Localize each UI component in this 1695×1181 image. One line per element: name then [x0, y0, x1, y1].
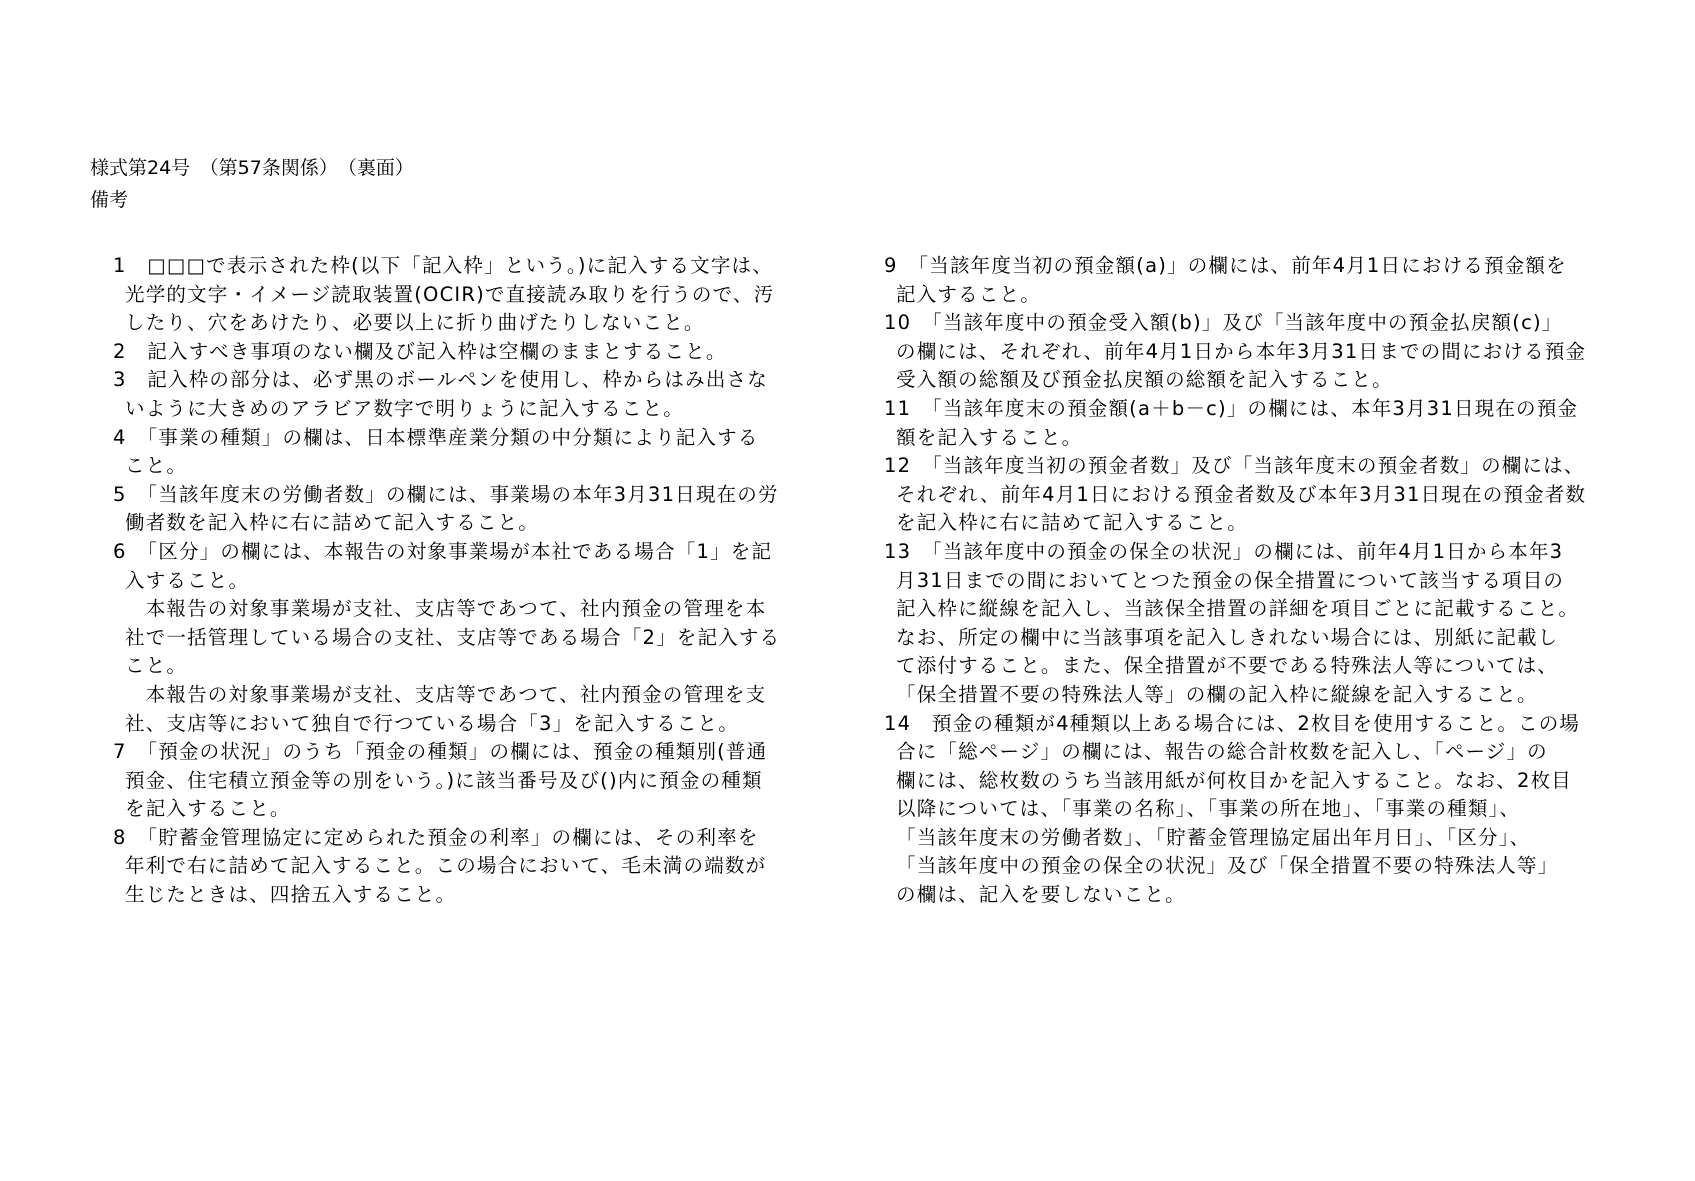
note-line: 働者数を記入枠に右に詰めて記入すること。	[125, 511, 540, 535]
note-line: の欄には、それぞれ、前年4月1日から本年3月31日までの間における預金	[896, 339, 1587, 363]
note-line: 本報告の対象事業場が支社、支店等であつて、社内預金の管理を本	[125, 597, 767, 621]
note-line: の欄は、記入を要しないこと。	[896, 883, 1186, 907]
note-line: 入すること。	[125, 568, 250, 592]
note-line: 10 「当該年度中の預金受入額(b)」及び「当該年度中の預金払戻額(c)」	[884, 311, 1563, 335]
note-line: 欄には、総枚数のうち当該用紙が何枚目かを記入すること。なお、2枚目	[896, 768, 1573, 792]
note-line: 3 記入枠の部分は、必ず黒のボールペンを使用し、枠からはみ出さな	[113, 368, 768, 392]
note-line: いように大きめのアラビア数字で明りょうに記入すること。	[125, 396, 684, 420]
note-line: を記入すること。	[125, 797, 291, 821]
note-line: 7 「預金の状況」のうち「預金の種類」の欄には、預金の種類別(普通	[113, 740, 768, 764]
note-line: 13 「当該年度中の預金の保全の状況」の欄には、前年4月1日から本年3	[884, 539, 1564, 563]
note-line: 「当該年度中の預金の保全の状況」及び「保全措置不要の特殊法人等」	[896, 854, 1559, 878]
note-line: 14 預金の種類が4種類以上ある場合には、2枚目を使用すること。この場	[884, 711, 1581, 735]
note-line: 5 「当該年度末の労働者数」の欄には、事業場の本年3月31日現在の労	[113, 482, 779, 506]
note-line: なお、所定の欄中に当該事項を記入しきれない場合には、別紙に記載し	[896, 625, 1559, 649]
note-line: 「当該年度末の労働者数」、「貯蓄金管理協定届出年月日」、「区分」、	[896, 825, 1531, 849]
note-line: したり、穴をあけたり、必要以上に折り曲げたりしないこと。	[125, 311, 705, 335]
note-line: 以降については、「事業の名称」、「事業の所在地」、「事業の種類」、	[896, 797, 1521, 821]
note-line: 受入額の総額及び預金払戻額の総額を記入すること。	[896, 368, 1393, 392]
note-line: 額を記入すること。	[896, 425, 1083, 449]
note-line: 4 「事業の種類」の欄は、日本標準産業分類の中分類により記入する	[113, 425, 759, 449]
note-line: 年利で右に詰めて記入すること。この場合において、毛未満の端数が	[125, 854, 767, 878]
section-label: 備考	[90, 189, 129, 211]
note-line: 1 □□□で表示された枠(以下「記入枠」という。)に記入する文字は、	[113, 254, 773, 277]
note-line: 合に「総ページ」の欄には、報告の総合計枚数を記入し、「ページ」の	[896, 740, 1548, 764]
note-line: 預金、住宅積立預金等の別をいう。)に該当番号及び()内に預金の種類	[125, 768, 763, 792]
note-line: 光学的文字・イメージ読取装置(OCIR)で直接読み取りを行うので、汚	[125, 282, 775, 306]
note-line: 11 「当該年度末の預金額(a＋b－c)」の欄には、本年3月31日現在の預金	[884, 396, 1579, 420]
note-line: こと。	[125, 454, 188, 478]
note-line: 生じたときは、四捨五入すること。	[125, 883, 457, 907]
note-line: 8 「貯蓄金管理協定に定められた預金の利率」の欄には、その利率を	[113, 825, 759, 849]
note-line: 6 「区分」の欄には、本報告の対象事業場が本社である場合「1」を記	[113, 539, 773, 563]
note-line: を記入枠に右に詰めて記入すること。	[896, 511, 1248, 535]
page-header	[90, 152, 414, 216]
note-line: こと。	[125, 654, 188, 678]
note-line: て添付すること。また、保全措置が不要である特殊法人等については、	[896, 654, 1559, 678]
note-line: 12 「当該年度当初の預金者数」及び「当該年度末の預金者数」の欄には、	[884, 454, 1585, 478]
note-line: それぞれ、前年4月1日における預金者数及び本年3月31日現在の預金者数	[896, 482, 1587, 506]
notes-left-column	[113, 252, 813, 910]
note-line: 社で一括管理している場合の支社、支店等である場合「2」を記入する	[125, 625, 781, 649]
note-line: 記入すること。	[896, 282, 1041, 306]
note-line: 9 「当該年度当初の預金額(a)」の欄には、前年4月1日における預金額を	[884, 254, 1567, 277]
note-line: 2 記入すべき事項のない欄及び記入枠は空欄のままとすること。	[113, 339, 727, 363]
note-line: 月31日までの間においてとつた預金の保全措置について該当する項目の	[896, 568, 1565, 592]
notes-right-column	[884, 252, 1614, 910]
note-line: 社、支店等において独自で行つている場合「3」を記入すること。	[125, 711, 739, 735]
note-line: 本報告の対象事業場が支社、支店等であつて、社内預金の管理を支	[125, 682, 767, 706]
note-line: 「保全措置不要の特殊法人等」の欄の記入枠に縦線を記入すること。	[896, 682, 1538, 706]
form-title: 様式第24号 （第57条関係） （裏面）	[90, 157, 414, 179]
note-line: 記入枠に縦線を記入し、当該保全措置の詳細を項目ごとに記載すること。	[896, 597, 1580, 621]
